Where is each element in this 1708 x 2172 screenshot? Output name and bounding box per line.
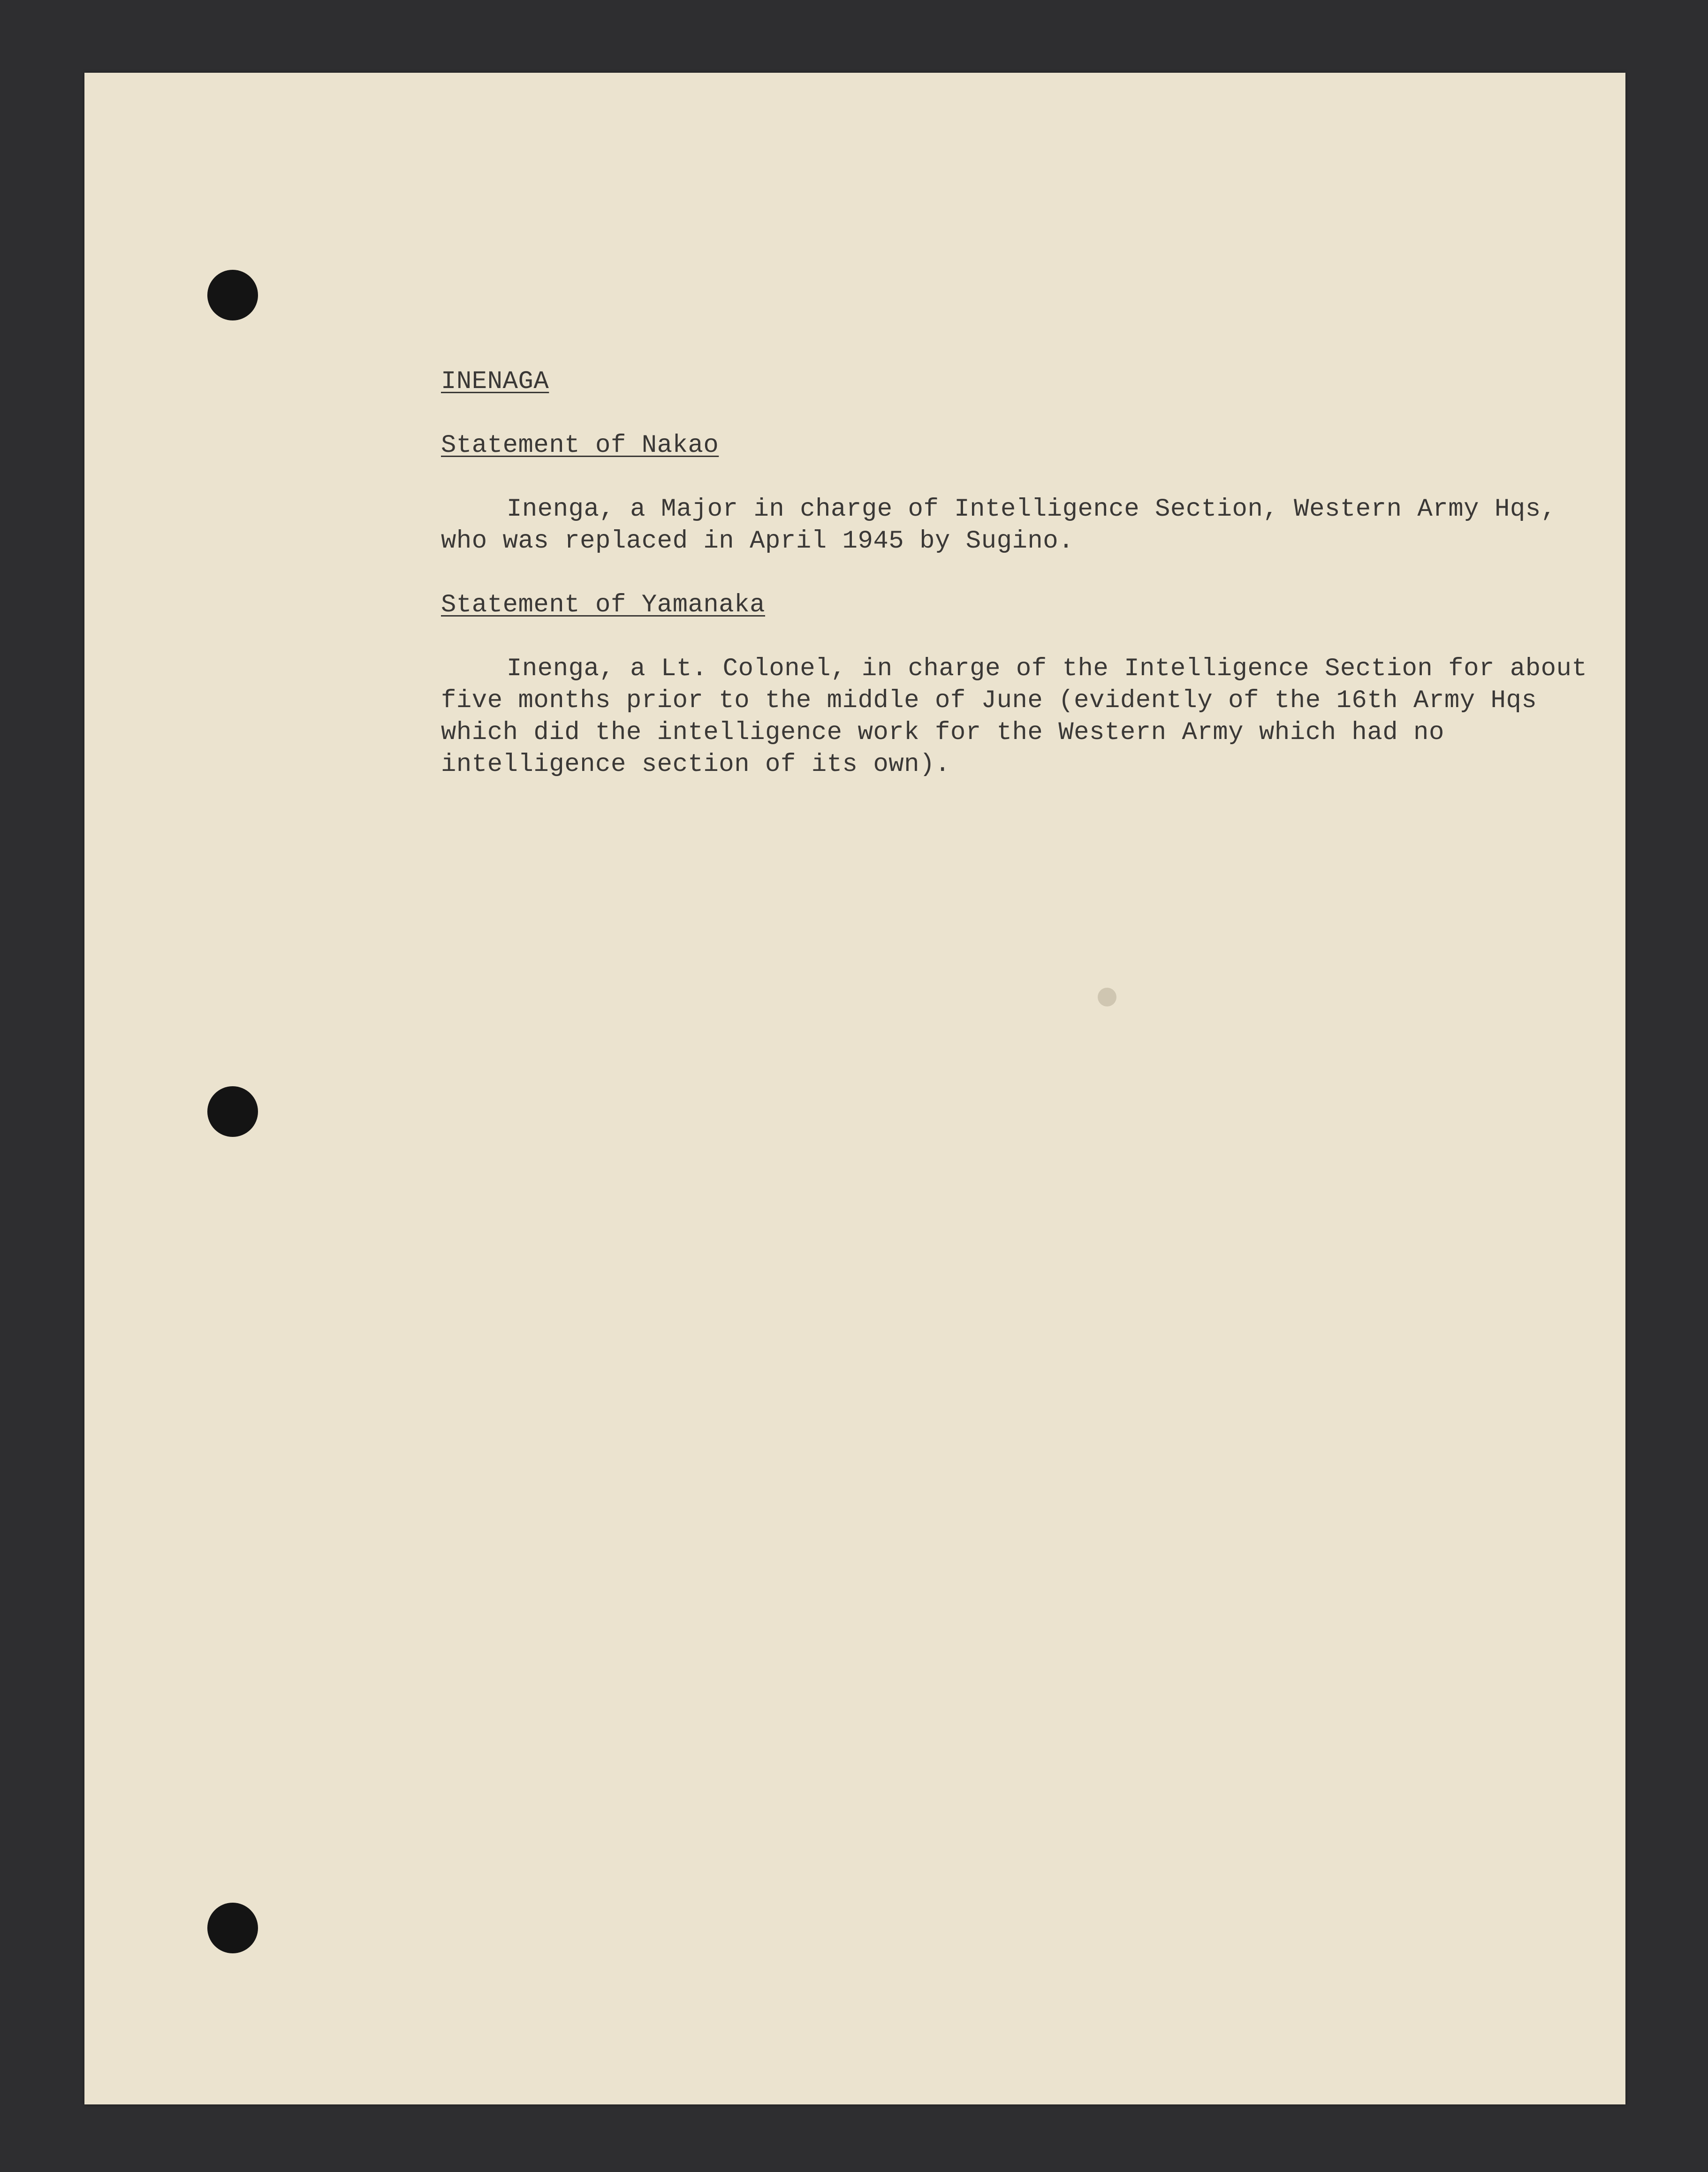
section-heading-nakao: Statement of Nakao [441, 431, 719, 460]
punch-hole-bottom [207, 1903, 258, 1953]
document-page [84, 73, 1625, 2104]
section-paragraph-yamanaka: Inenga, a Lt. Colonel, in charge of the Intelligence Section for about five months prior to the middle of June (evidently of the 16th Army Hqs which did the intelligence work for the Western Army which had no intelligence section of its own). [441, 655, 1587, 779]
paper-speck [1098, 988, 1116, 1006]
section-paragraph-nakao: Inenga, a Major in charge of Intelligence Section, Western Army Hqs, who was replaced in April 1945 by Sugino. [441, 495, 1556, 556]
punch-hole-middle [207, 1086, 258, 1137]
document-title: INENAGA [441, 367, 549, 396]
document-body [441, 366, 1590, 813]
section-heading-yamanaka: Statement of Yamanaka [441, 591, 766, 619]
punch-hole-top [207, 270, 258, 320]
